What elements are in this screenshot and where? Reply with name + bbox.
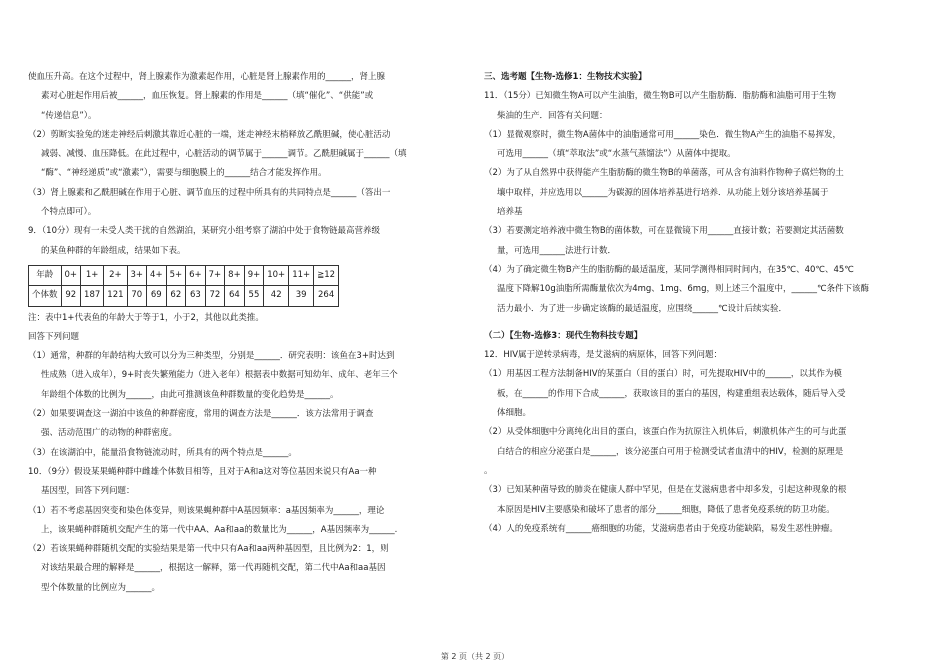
text-line: 的某鱼种群的年龄组成，结果如下表。: [41, 245, 186, 256]
text-line: 上，该果蝇种群随机交配产生的第一代中AA、Aa和aa的数量比为______，A基因频率为______.: [41, 524, 398, 535]
text-line: 。: [484, 465, 493, 476]
text-line: 板，在______的作用下合成______，获取该目的蛋白的基因，构建重组表达载体，随后导入受: [497, 388, 846, 399]
text-line: （2）剪断实验兔的迷走神经后刺激其靠近心脏的一端，迷走神经末梢释放乙酰胆碱，使心脏活动: [28, 129, 391, 140]
text-line: （1）若不考虑基因突变和染色体变异，则该果蝇种群中A基因频率：a基因频率为______，理论: [28, 505, 385, 516]
text-line: （1）显微观察时，微生物A菌体中的油脂通常可用______染色．微生物A产生的油脂不易挥发，: [484, 129, 842, 140]
left-column: [28, 68, 466, 598]
text-line: 回答下列问题: [28, 331, 80, 342]
text-line: 减弱、减慢、血压降低。在此过程中，心脏活动的调节属于______调节。乙酰胆碱属于______（填: [41, 149, 407, 160]
question-12-stem: 12．HIV属于逆转录病毒，是艾滋病的病原体，回答下列问题：: [484, 350, 723, 361]
table-cell: 10+: [264, 265, 289, 285]
text-line: 柴油的生产．回答有关问题：: [497, 110, 608, 121]
table-cell: 7+: [205, 265, 225, 285]
text-line: （3）在该湖泊中，能量沿食物链流动时，所具有的两个特点是______。: [28, 447, 297, 458]
text-line: （1）用基因工程方法制备HIV的某蛋白（目的蛋白）时，可先提取HIV中的______，以其作为模: [484, 369, 842, 380]
text-line: “酶”、“神经递质”或“激素”），需要与细胞膜上的______结合才能发挥作用。: [41, 168, 327, 179]
text-line: 体细胞。: [497, 408, 532, 419]
text-line: 活力最小．为了进一步确定该酶的最适温度，应围绕______℃设计后续实验．: [497, 303, 788, 314]
table-cell: 42: [264, 286, 289, 306]
text-line: 性成熟（进入成年），9+时丧失繁殖能力（进入老年）根据表中数据可知幼年、成年、老年三个: [41, 370, 398, 381]
text-line: （3）若要测定培养液中微生物B的菌体数，可在显微镜下用______直接计数；若要测定其活菌数: [484, 226, 844, 237]
table-cell: 9+: [244, 265, 264, 285]
text-line: （2）为了从自然界中获得能产生脂肪酶的微生物B的单菌落，可从含有油料作物种子腐烂物的土: [484, 168, 844, 179]
spacer: [484, 319, 924, 327]
text-line: 型个体数量的比例应为______。: [41, 582, 161, 593]
table-cell: 5+: [166, 265, 186, 285]
table-cell: 55: [244, 286, 264, 306]
text-line: 本原因是HIV主要感染和破坏了患者的部分______细胞，降低了患者免疫系统的防卫功能。: [497, 504, 835, 515]
age-structure-table: [28, 265, 339, 307]
text-line: 白结合的相应分泌蛋白是______，该分泌蛋白可用于检测受试者血清中的HIV，检测的原理是: [497, 446, 844, 457]
text-line: 使血压升高。在这个过程中，肾上腺素作为激素起作用，心脏是肾上腺素作用的______，肾上腺: [28, 72, 386, 82]
text-line: （2）如果要调查这一湖泊中该鱼的种群密度，常用的调查方法是______．该方法常用于调查: [28, 409, 374, 420]
table-cell: 11+: [289, 265, 314, 285]
table-note: 注：表中1+代表鱼的年龄大于等于1，小于2，其他以此类推。: [28, 312, 264, 323]
text-line: （3）肾上腺素和乙酰胆碱在作用于心脏、调节血压的过程中所具有的共同特点是______（答出一: [28, 187, 391, 198]
table-row: [29, 265, 339, 285]
table-cell: 63: [186, 286, 206, 306]
table-cell: 2+: [104, 265, 127, 285]
table-cell: 264: [314, 286, 339, 306]
page-footer: 第 2 页（共 2 页）: [440, 652, 510, 661]
text-line: （2）从受体细胞中分离纯化出目的蛋白，该蛋白作为抗原注入机体后，刺激机体产生的可与此蛋: [484, 427, 847, 438]
table-cell: 72: [205, 286, 225, 306]
text-line: 温度下降解10g油脂所需酶量依次为4mg、1mg、6mg，则上述三个温度中，______℃条件下该酶: [497, 284, 870, 295]
text-line: 壤中取样，并应选用以______为碳源的固体培养基进行培养．从功能上划分该培养基属于: [497, 187, 829, 198]
table-cell: 年龄: [29, 265, 62, 285]
table-cell: 6+: [186, 265, 206, 285]
table-cell: 3+: [127, 265, 147, 285]
question-9-stem: 9．（10分）现有一未受人类干扰的自然湖泊，某研究小组考察了湖泊中处于食物链最高营养级: [28, 226, 380, 237]
table-cell: 187: [81, 286, 104, 306]
table-cell: ≧12: [314, 265, 339, 285]
text-line: 强、活动范围广的动物的种群密度。: [41, 428, 178, 439]
section-title-elective-1: 三、选考题【生物-选修1：生物技术实验】: [484, 72, 647, 82]
table-row: [29, 286, 339, 306]
table-cell: 4+: [147, 265, 167, 285]
text-line: 量，可选用______法进行计数．: [497, 245, 617, 256]
text-line: （4）人的免疫系统有______癌细胞的功能，艾滋病患者由于免疫功能缺陷，易发生恶性肿瘤。: [484, 523, 838, 534]
text-line: 培养基: [497, 207, 523, 218]
text-line: 素对心脏起作用后被______，血压恢复。肾上腺素的作用是______（填“催化”、“供能”或: [41, 91, 374, 102]
text-line: （4）为了确定微生物B产生的脂肪酶的最适温度，某同学测得相同时间内，在35℃、40℃、45℃: [484, 264, 854, 275]
question-11-stem: 11．（15分）已知微生物A可以产生油脂，微生物B可以产生脂肪酶．脂肪酶和油脂可用于生物: [484, 91, 837, 102]
text-line: （1）通常，种群的年龄结构大致可以分为三种类型，分别是______．研究表明：该鱼在3+时达到: [28, 351, 395, 362]
text-line: 可选用______（填“萃取法”或“水蒸气蒸馏法”）从菌体中提取。: [497, 149, 736, 160]
text-line: （2）若该果蝇种群随机交配的实验结果是第一代中只有Aa和aa两种基因型，且比例为2：1，则: [28, 544, 389, 555]
table-cell: 70: [127, 286, 147, 306]
text-line: （3）已知某种菌导致的肺炎在健康人群中罕见，但是在艾滋病患者中却多发，引起这种现象的根: [484, 485, 847, 496]
table-cell: 1+: [81, 265, 104, 285]
table-cell: 69: [147, 286, 167, 306]
table-cell: 39: [289, 286, 314, 306]
section-title-elective-3: （二）【生物-选修3：现代生物科技专题】: [484, 330, 643, 341]
text-line: 年龄组个体数的比例为______，由此可推测该鱼种群数量的变化趋势是______。: [41, 389, 339, 400]
text-line: 基因型，回答下列问题：: [41, 486, 135, 497]
right-column: [484, 68, 924, 539]
text-line: “传递信息”）。: [41, 110, 97, 121]
table-cell: 62: [166, 286, 186, 306]
table-cell: 8+: [225, 265, 245, 285]
table-cell: 个体数: [29, 286, 62, 306]
text-line: 个特点即可）。: [41, 207, 97, 218]
question-10-stem: 10．（9分）假设某果蝇种群中雌雄个体数目相等，且对于A和a这对等位基因来说只有Aa一种: [28, 466, 377, 477]
table-cell: 0+: [61, 265, 81, 285]
table-cell: 121: [104, 286, 127, 306]
table-cell: 64: [225, 286, 245, 306]
text-line: 对该结果最合理的解释是______，根据这一解释，第一代再随机交配，第二代中Aa和aa基因: [41, 563, 386, 574]
table-cell: 92: [61, 286, 81, 306]
